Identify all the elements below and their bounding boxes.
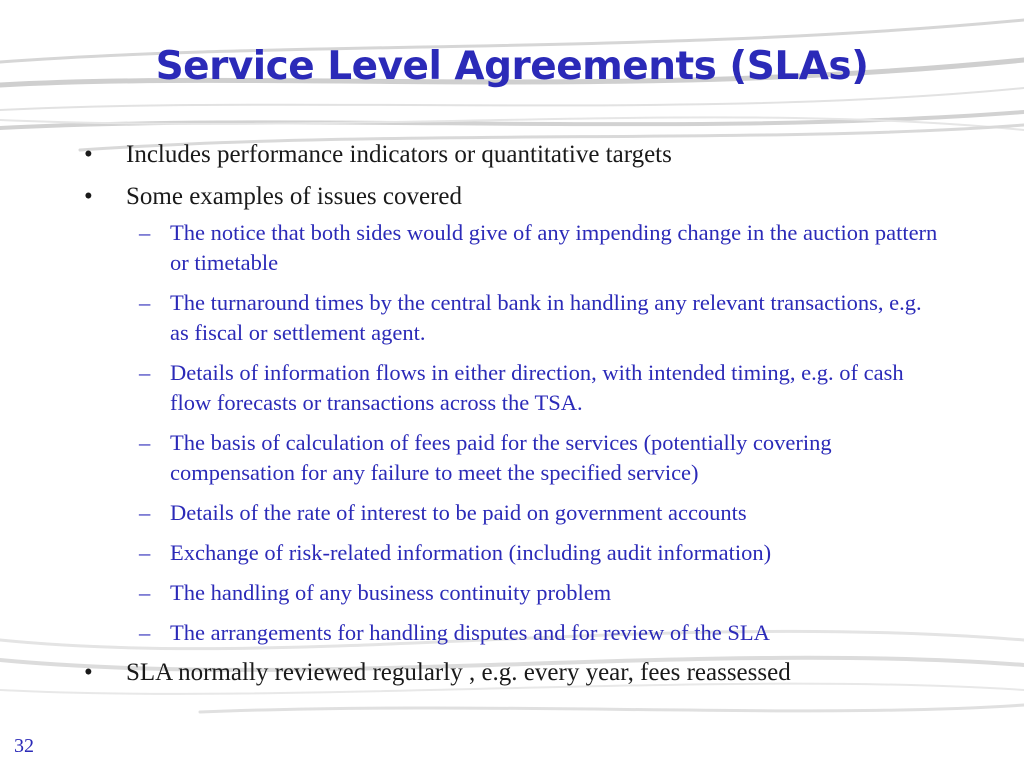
sub-item <box>84 578 940 608</box>
sub-item <box>84 218 940 278</box>
sub-item <box>84 538 940 568</box>
bullet-marker: • <box>84 659 93 686</box>
sub-item-text: Exchange of risk-related information (including audit information) <box>170 540 772 565</box>
sub-item-text: Details of the rate of interest to be paid on government accounts <box>170 500 747 525</box>
dash-marker: – <box>139 360 151 385</box>
sub-item-text: The arrangements for handling disputes and for review of the SLA <box>170 620 770 645</box>
dash-marker: – <box>139 620 151 645</box>
bullet-item <box>84 658 984 688</box>
slide-title: Service Level Agreements (SLAs) <box>155 44 869 89</box>
sub-item-text: The handling of any business continuity problem <box>170 580 612 605</box>
sub-item <box>84 498 940 528</box>
dash-marker: – <box>139 580 151 605</box>
bullet-marker: • <box>84 183 93 210</box>
bullet-marker: • <box>84 141 93 168</box>
dash-marker: – <box>139 430 151 455</box>
bullet-item <box>84 140 984 170</box>
dash-marker: – <box>139 500 151 525</box>
bullet-text: SLA normally reviewed regularly , e.g. every year, fees reassessed <box>126 659 791 686</box>
bullet-text: Includes performance indicators or quantitative targets <box>126 141 672 168</box>
dash-marker: – <box>139 290 151 315</box>
sub-item <box>84 288 940 348</box>
slide-number: 32 <box>14 735 34 757</box>
sub-item <box>84 618 940 648</box>
bullet-item <box>84 182 984 212</box>
slide-body <box>84 140 984 700</box>
sub-item-text: Details of information flows in either direction, with intended timing, e.g. of cash flow forecasts or transactions across the TSA. <box>170 360 904 415</box>
sub-item <box>84 358 940 418</box>
sub-item-text: The basis of calculation of fees paid for the services (potentially covering compensation for any failure to meet the specified service) <box>170 430 832 485</box>
sub-item <box>84 428 940 488</box>
sub-item-text: The turnaround times by the central bank in handling any relevant transactions, e.g. as fiscal or settlement agent. <box>170 290 922 345</box>
dash-marker: – <box>139 220 151 245</box>
bullet-text: Some examples of issues covered <box>126 183 463 210</box>
dash-marker: – <box>139 540 151 565</box>
sub-item-text: The notice that both sides would give of any impending change in the auction pattern or timetable <box>170 220 938 275</box>
